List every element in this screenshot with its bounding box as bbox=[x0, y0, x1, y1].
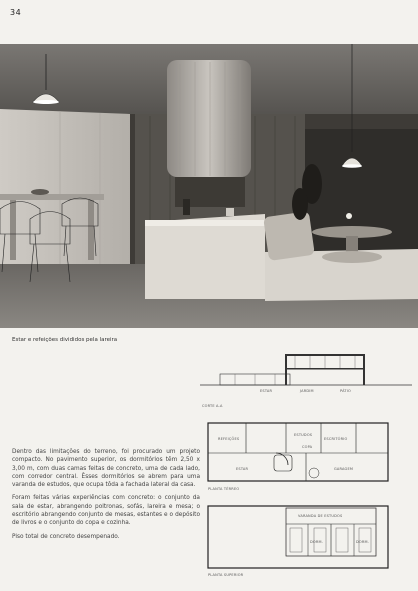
ground-label-garagem: GARAGEM bbox=[334, 467, 354, 471]
upper-floor-plan bbox=[206, 500, 406, 585]
body-paragraph-1: Dentro das limitações do terreno, foi procurado um projeto compacto. No pavimento superior, os dormitórios têm 2,50 x 3,00 m, com duas camas feitas de concreto, uma de cada lado, com corredor central. Êsses dormitórios se abrem para uma varanda de estudos, que ocupa tôda a fachada lateral da casa. bbox=[12, 449, 200, 489]
body-paragraph-3: Piso total de concreto desempenado. bbox=[12, 533, 120, 540]
interior-photo bbox=[0, 44, 418, 328]
section-label-jardim: JARDIM bbox=[300, 389, 314, 393]
section-label-patio: PÁTIO bbox=[340, 389, 351, 393]
ground-floor-plan bbox=[206, 415, 406, 495]
section-drawing bbox=[200, 342, 412, 412]
section-label-estar: ESTAR bbox=[260, 389, 273, 393]
ground-label-estudos: ESTUDOS bbox=[294, 433, 313, 437]
body-text bbox=[12, 448, 200, 546]
ground-label-estar: ESTAR bbox=[236, 467, 249, 471]
ground-plan-title: PLANTA TÉRREO bbox=[208, 487, 240, 491]
upper-label-dorm-2: DORM. bbox=[356, 540, 370, 544]
ground-label-copa: COPA bbox=[302, 445, 313, 449]
page-number: 34 bbox=[10, 8, 22, 17]
ground-label-refeicoes: REFEIÇÕES bbox=[218, 437, 240, 441]
ground-label-escritorio: ESCRITÓRIO bbox=[324, 437, 348, 441]
section-title: CORTE A-A bbox=[202, 404, 223, 408]
photo-caption: Estar e refeições divididos pela lareira bbox=[12, 337, 118, 343]
body-paragraph-2: Foram feitas várias experiências com concreto: o conjunto da sala de estar, abrangendo poltronas, sofás, lareira e mesa; o escritório abrangendo conjunto de mesas, estantes e o depósito de livros e o conjunto do copa e cozinha. bbox=[12, 495, 200, 527]
upper-label-dorm-1: DORM. bbox=[310, 540, 324, 544]
upper-plan-title: PLANTA SUPERIOR bbox=[208, 573, 244, 577]
upper-label-varanda: VARANDA DE ESTUDOS bbox=[298, 514, 343, 518]
